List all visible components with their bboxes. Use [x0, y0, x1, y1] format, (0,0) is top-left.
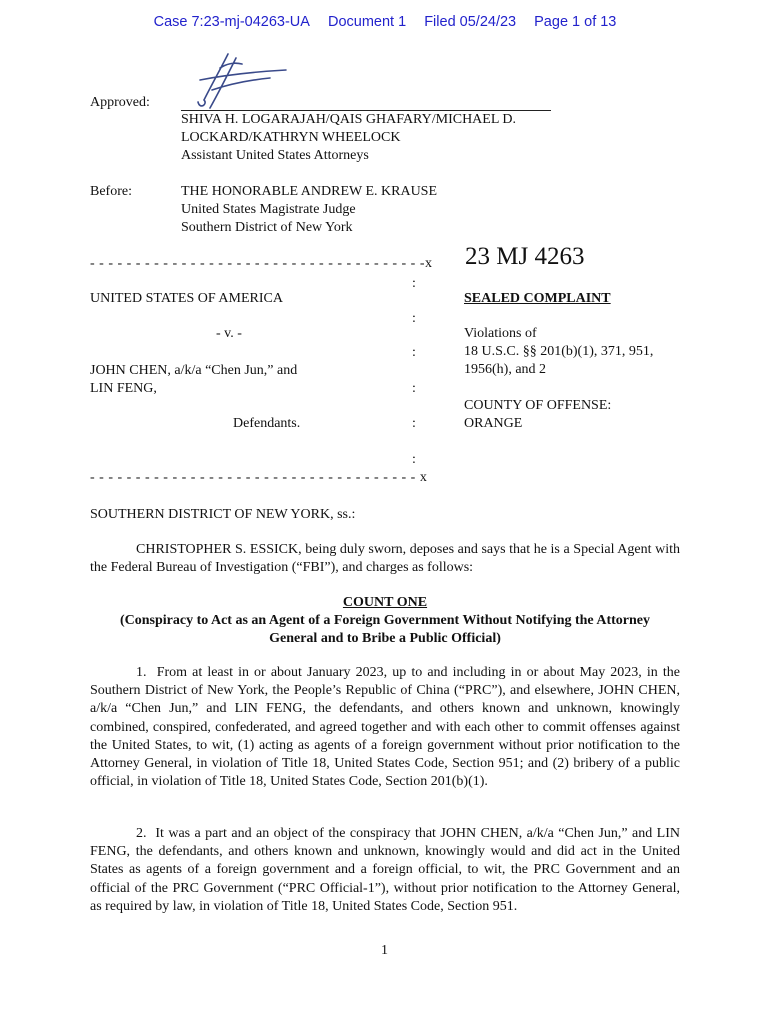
- caption-divider-top: - - - - - - - - - - - - - - - - - - - - - - - - - - - - - - - - - - - - -x: [90, 256, 433, 271]
- defendants-label: Defendants.: [233, 416, 301, 431]
- filed-date-header: Filed 05/24/23: [424, 14, 517, 30]
- venue-line: SOUTHERN DISTRICT OF NEW YORK, ss.:: [90, 507, 356, 522]
- violations-line-2: 18 U.S.C. §§ 201(b)(1), 371, 951,: [464, 344, 654, 359]
- defendant-line-2: LIN FENG,: [90, 381, 157, 396]
- caption-colon: :: [412, 345, 416, 360]
- judge-name: THE HONORABLE ANDREW E. KRAUSE: [181, 184, 438, 199]
- plaintiff-name: UNITED STATES OF AMERICA: [90, 291, 283, 306]
- document-number-header: Document 1: [327, 14, 407, 30]
- signature-scribble: [190, 50, 300, 112]
- count-title: COUNT ONE: [342, 595, 428, 610]
- paragraph-1: 1. From at least in or about January 2023, up to and including in or about May 2023, in the Southern District of New York, the People’s Republic of China (“PRC”), and elsewhere, JOHN CHEN, a/k/a “Chen Jun,” and LIN FENG, the defendants, and others known and unknown, knowingly combined, conspired, confederated, and agreed together and with each other to commit offenses against the United States, to wit, (1) acting as agents of a foreign government without prior notification to the Attorney General, in violation of Title 18, United States Code, Section 951; and (2) bribery of a public official, in violation of Title 18, United States Code, Section 201(b)(1).: [90, 665, 680, 790]
- judge-title: United States Magistrate Judge: [181, 202, 356, 217]
- count-subtitle-2: General and to Bribe a Public Official): [269, 631, 501, 646]
- paragraph-2: 2. It was a part and an object of the conspiracy that JOHN CHEN, a/k/a “Chen Jun,” and LIN FENG, the defendants, and others known and unknown, knowingly would and did act in the United States as agents of a foreign government and a foreign official, to wit, the PRC Government and an official of the PRC Government (“PRC Official-1”), without prior notification to the Attorney General, as required by law, in violation of Title 18, United States Code, Section 951.: [90, 826, 680, 914]
- violations-line-3: 1956(h), and 2: [464, 362, 547, 377]
- case-number-header: Case 7:23-mj-04263-UA: [153, 14, 310, 30]
- judge-district: Southern District of New York: [181, 220, 353, 235]
- violations-line-1: Violations of: [464, 326, 537, 341]
- complaint-title: SEALED COMPLAINT: [464, 291, 611, 306]
- prosecutor-names-1: SHIVA H. LOGARAJAH/QAIS GHAFARY/MICHAEL D.: [181, 112, 516, 127]
- caption-colon: :: [412, 381, 416, 396]
- county-line-1: COUNTY OF OFFENSE:: [464, 398, 612, 413]
- page-number: 1: [381, 943, 388, 958]
- caption-colon: :: [412, 416, 416, 431]
- county-line-2: ORANGE: [464, 416, 523, 431]
- caption-colon: :: [412, 276, 416, 291]
- versus-label: - v. -: [216, 326, 242, 341]
- case-number: 23 MJ 4263: [465, 243, 585, 270]
- filing-header: [0, 14, 770, 30]
- intro-paragraph: CHRISTOPHER S. ESSICK, being duly sworn, deposes and says that he is a Special Agent with the Federal Bureau of Investigation (“FBI”), and charges as follows:: [90, 542, 680, 576]
- caption-divider-bottom: - - - - - - - - - - - - - - - - - - - - - - - - - - - - - - - - - - - - x: [90, 470, 428, 485]
- approved-label: Approved:: [90, 95, 150, 110]
- page-count-header: Page 1 of 13: [534, 14, 617, 30]
- caption-colon: :: [412, 311, 416, 326]
- count-subtitle-1: (Conspiracy to Act as an Agent of a Foreign Government Without Notifying the Attorney: [119, 613, 651, 628]
- prosecutor-title: Assistant United States Attorneys: [181, 148, 369, 163]
- caption-colon: :: [412, 452, 416, 467]
- defendant-line-1: JOHN CHEN, a/k/a “Chen Jun,” and: [90, 363, 298, 378]
- prosecutor-names-2: LOCKARD/KATHRYN WHEELOCK: [181, 130, 401, 145]
- before-label: Before:: [90, 184, 132, 199]
